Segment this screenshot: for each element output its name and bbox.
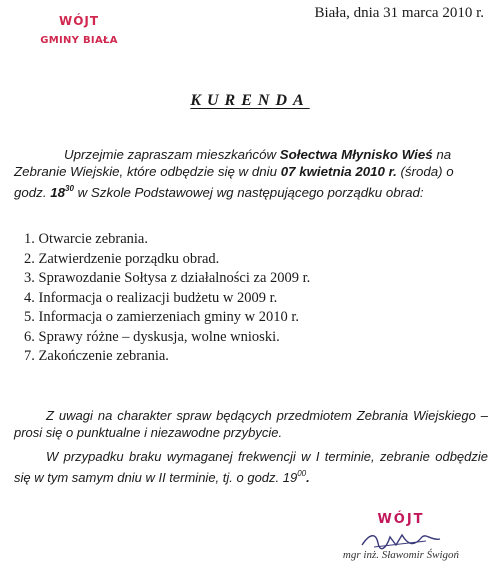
- intro-text-3: (środa) o godz.: [14, 164, 454, 200]
- document-date: Biała, dnia 31 marca 2010 r.: [314, 5, 484, 21]
- agenda-item: 1. Otwarcie zebrania.: [24, 231, 148, 247]
- agenda-item: 4. Informacja o realizacji budżetu w 2009 r.: [24, 289, 278, 306]
- intro-text-1: Uprzejmie zapraszam mieszkańców: [64, 147, 280, 162]
- meeting-hour-value: 18: [50, 185, 66, 200]
- agenda-item: 5. Informacja o zamierzeniach gminy w 2010 r.: [24, 309, 299, 325]
- agenda-list: [24, 230, 310, 367]
- intro-text-2: na Zebranie Wiejskie, które odbędzie się w dniu: [14, 147, 452, 179]
- stamp-line-2: GMINY BIAŁA: [40, 35, 118, 46]
- agenda-item: 3. Sprawozdanie Sołtysa z działalności za 2009 r.: [24, 270, 311, 286]
- punctuality-note: [14, 407, 488, 441]
- intro-text-4: w Szkole Podstawowej wg następującego porządku obrad:: [73, 185, 424, 200]
- second-term-minutes: 00: [297, 469, 307, 478]
- second-term-hour: 19: [282, 470, 298, 485]
- second-term-note: [14, 448, 488, 486]
- agenda-item: 6. Sprawy różne – dyskusja, wolne wnioski.: [24, 328, 280, 345]
- office-stamp: [34, 14, 124, 46]
- meeting-minutes: 30: [65, 184, 74, 193]
- punctuality-note-text: Z uwagi na charakter spraw będących przedmiotem Zebrania Wiejskiego – prosi się o punktualne i niezawodne przybycie.: [14, 408, 488, 440]
- village-name: Sołectwa Młynisko Wieś: [279, 147, 433, 162]
- title-text: KURENDA: [190, 92, 310, 109]
- signature-block: [326, 512, 476, 561]
- document-title: [0, 92, 500, 110]
- second-term-end: .: [306, 470, 310, 485]
- stamp-line-1: WÓJT: [58, 14, 100, 28]
- official-name: mgr inż. Sławomir Świgoń: [342, 549, 460, 561]
- signature-stamp: WÓJT: [377, 512, 425, 527]
- second-term-text: W przypadku braku wymaganej frekwencji w I terminie, zebranie odbędzie się w tym samym dniu w II terminie, tj. o godz.: [14, 449, 488, 485]
- agenda-item: 2. Zatwierdzenie porządku obrad.: [24, 250, 220, 267]
- intro-paragraph: [14, 146, 488, 201]
- meeting-date: 07 kwietnia 2010 r.: [280, 164, 397, 179]
- meeting-hour: [50, 185, 74, 200]
- agenda-item: 7. Zakończenie zebrania.: [24, 348, 169, 364]
